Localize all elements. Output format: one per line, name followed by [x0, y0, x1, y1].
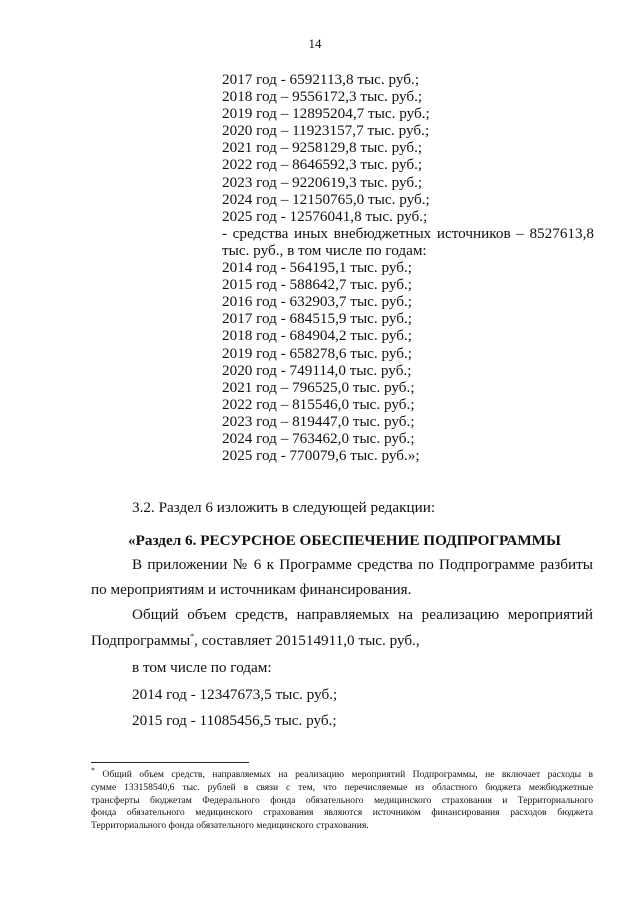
- footnote-marker: *: [190, 631, 195, 641]
- footnote: [91, 765, 593, 833]
- list-item: 2022 год – 815546,0 тыс. руб.;: [222, 395, 415, 413]
- list-item: 2023 год – 819447,0 тыс. руб.;: [222, 412, 415, 430]
- list-item: 2018 год - 684904,2 тыс. руб.;: [222, 327, 413, 345]
- list-item: 2025 год - 770079,6 тыс. руб.»;: [222, 447, 420, 465]
- footnote-line: Территориального фонда обязательного медицинского страхования.: [91, 820, 369, 832]
- footnote-line: трансферты бюджетам Федерального фонда обязательного медицинского страхования и Территориального: [91, 794, 593, 806]
- footnote-text: Общий объем средств, направляемых на реализацию мероприятий Подпрограммы, не включает расходы в: [95, 769, 593, 780]
- list-item: 2017 год - 684515,9 тыс. руб.;: [222, 310, 413, 328]
- page-number: 14: [308, 36, 322, 51]
- list-item: 2023 год – 9220619,3 тыс. руб.;: [222, 173, 423, 191]
- list-item: 2020 год - 749114,0 тыс. руб.;: [222, 361, 412, 379]
- list-item: 2025 год - 12576041,8 тыс. руб.;: [222, 207, 428, 225]
- section-heading: «Раздел 6. РЕСУРСНОЕ ОБЕСПЕЧЕНИЕ ПОДПРОГРАММЫ: [128, 532, 561, 549]
- footnote-divider: [91, 762, 249, 763]
- paragraph-line: Общий объем средств, направляемых на реализацию мероприятий: [132, 606, 593, 623]
- list-item: 2019 год – 12895204,7 тыс. руб.;: [222, 105, 430, 123]
- other-sources-line: - средства иных внебюджетных источников – 8527613,8: [222, 224, 594, 242]
- footnote-line: сумме 133158540,6 тыс. рублей в связи с тем, что перечисляемые из областного бюджета межбюджетные: [91, 781, 593, 793]
- list-item: 2021 год – 796525,0 тыс. руб.;: [222, 378, 415, 396]
- paragraph-text: Подпрограммы: [91, 632, 191, 649]
- list-item: 2021 год – 9258129,8 тыс. руб.;: [222, 139, 423, 157]
- other-sources-line-cont: тыс. руб., в том числе по годам:: [222, 241, 427, 259]
- list-item: 2017 год - 6592113,8 тыс. руб.;: [222, 71, 420, 88]
- paragraph-line: в том числе по годам:: [132, 659, 272, 676]
- paragraph-text: , составляет 201514911,0 тыс. руб.,: [194, 632, 420, 649]
- list-item: 2022 год – 8646592,3 тыс. руб.;: [222, 156, 423, 174]
- funding-list: [222, 71, 594, 464]
- list-item: 2016 год - 632903,7 тыс. руб.;: [222, 293, 413, 311]
- list-item: 2014 год - 564195,1 тыс. руб.;: [222, 259, 413, 277]
- list-item: 2018 год – 9556172,3 тыс. руб.;: [222, 88, 423, 106]
- footnote-marker: *: [91, 765, 95, 775]
- footnote-line: [91, 765, 593, 782]
- list-item: 2014 год - 12347673,5 тыс. руб.;: [132, 686, 338, 703]
- list-item: 2015 год - 588642,7 тыс. руб.;: [222, 276, 413, 294]
- paragraph-line: [91, 632, 420, 649]
- paragraph-line: по мероприятиям и источникам финансирования.: [91, 581, 412, 598]
- list-item: 2024 год – 763462,0 тыс. руб.;: [222, 429, 415, 447]
- list-item: 2024 год – 12150765,0 тыс. руб.;: [222, 190, 430, 208]
- list-item: 2019 год - 658278,6 тыс. руб.;: [222, 344, 413, 362]
- list-item: 2015 год - 11085456,5 тыс. руб.;: [132, 712, 337, 729]
- list-item: 2020 год – 11923157,7 тыс. руб.;: [222, 122, 430, 140]
- clause-text: 3.2. Раздел 6 изложить в следующей редакции:: [132, 499, 436, 516]
- paragraph-line: В приложении № 6 к Программе средства по Подпрограмме разбиты: [132, 556, 593, 573]
- footnote-line: фонда обязательного медицинского страхования являются источником финансирования расходов бюджета: [91, 807, 593, 819]
